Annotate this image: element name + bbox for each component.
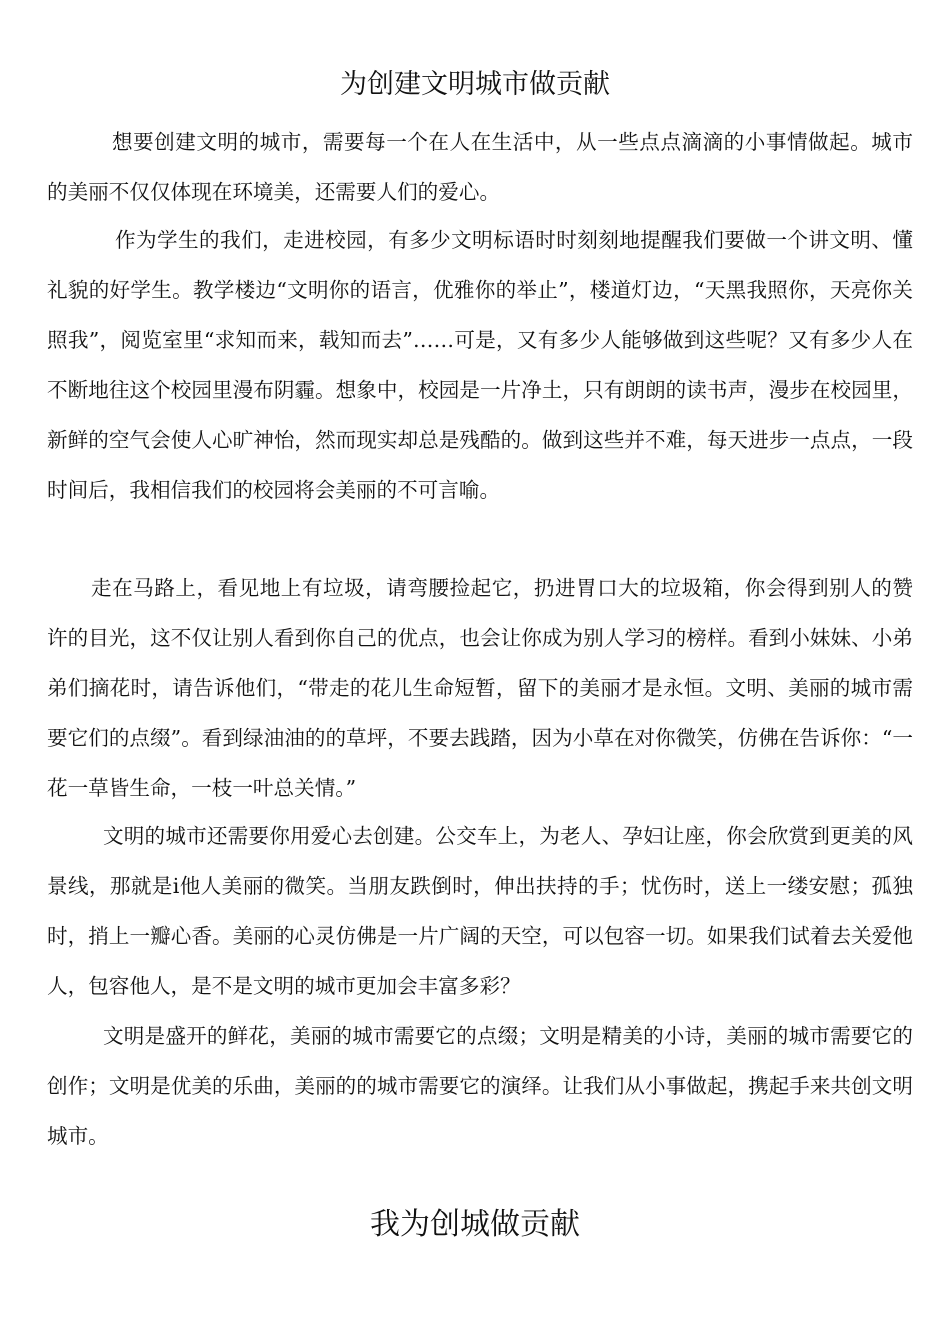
paragraph-2: 作为学生的我们，走进校园，有多少文明标语时时刻刻地提醒我们要做一个讲文明、懂礼貌的好学生。教学楼边“文明你的语言，优雅你的举止”，楼道灯边，“天黑我照你，天亮你关照我”，阅览室里“求知而来，载知而去”……可是，又有多少人能够做到这些呢？又有多少人在不断地往这个校园里漫布阴霾。想象中，校园是一片净土，只有朗朗的读书声，漫步在校园里，新鲜的空气会使人心旷神怡，然而现实却总是残酷的。做到这些并不难，每天进步一点点，一段时间后，我相信我们的校园将会美丽的不可言喻。 [47, 228, 913, 502]
next-article-title: 我为创城做贡献 [370, 1207, 580, 1242]
paragraph-5: 文明是盛开的鲜花，美丽的城市需要它的点缀；文明是精美的小诗，美丽的城市需要它的创作；文明是优美的乐曲，美丽的的城市需要它的演绎。让我们从小事做起，携起手来共创文明城市。 [47, 1024, 913, 1148]
paragraph-4: 文明的城市还需要你用爱心去创建。公交车上，为老人、孕妇让座，你会欣赏到更美的风景线，那就是i他人美丽的微笑。当朋友跌倒时，伸出扶持的手；忧伤时，送上一缕安慰；孤独时，捎上一瓣心香。美丽的心灵仿佛是一片广阔的天空，可以包容一切。如果我们试着去关爱他人，包容他人，是不是文明的城市更加会丰富多彩？ [47, 824, 913, 998]
paragraph-3: 走在马路上，看见地上有垃圾，请弯腰捡起它，扔进胃口大的垃圾箱，你会得到别人的赞许的目光，这不仅让别人看到你自己的优点，也会让你成为别人学习的榜样。看到小妹妹、小弟弟们摘花时，请告诉他们，“带走的花儿生命短暂，留下的美丽才是永恒。文明、美丽的城市需要它们的点缀”。看到绿油油的的草坪，不要去践踏，因为小草在对你微笑，仿佛在告诉你：“一花一草皆生命，一枝一叶总关情。” [47, 576, 913, 800]
paragraph-1: 想要创建文明的城市，需要每一个在人在生活中，从一些点点滴滴的小事情做起。城市的美丽不仅仅体现在环境美，还需要人们的爱心。 [47, 130, 913, 204]
document-title: 为创建文明城市做贡献 [340, 69, 610, 100]
